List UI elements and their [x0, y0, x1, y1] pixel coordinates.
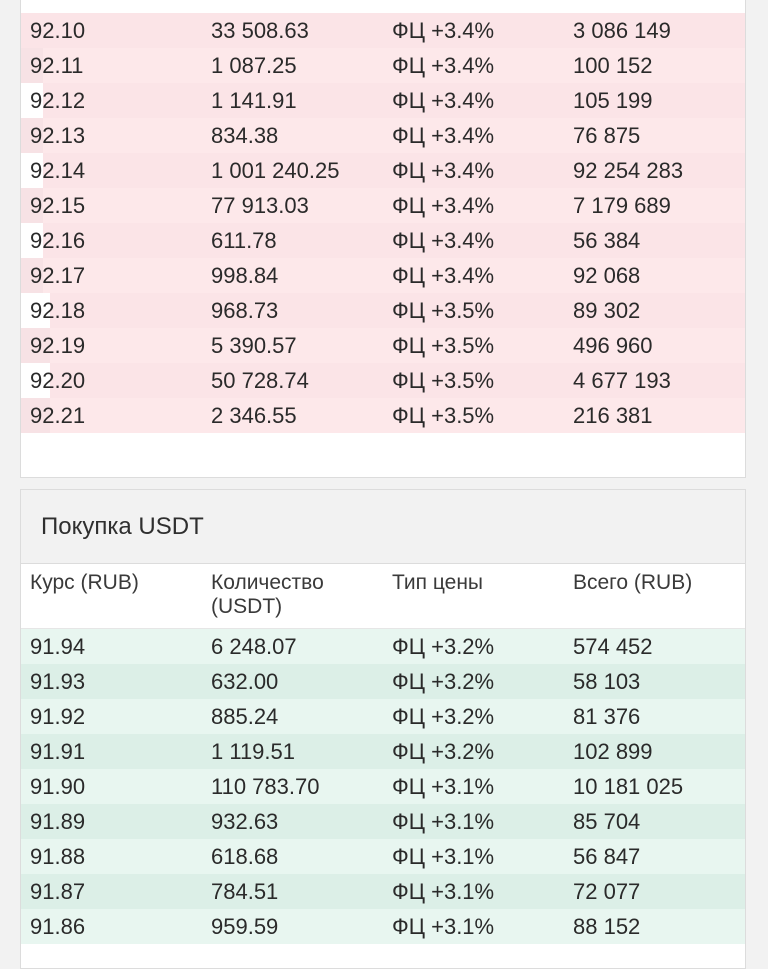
- order-price: 91.90: [30, 774, 86, 799]
- order-price-type: ФЦ +3.5%: [392, 368, 495, 393]
- order-amount: 618.68: [211, 844, 279, 869]
- order-row[interactable]: [21, 909, 745, 944]
- order-total: 102 899: [573, 739, 653, 764]
- order-price-type: ФЦ +3.4%: [392, 228, 495, 253]
- order-row[interactable]: [21, 734, 745, 769]
- order-total: 496 960: [573, 333, 653, 358]
- buy-orders-header: [21, 564, 745, 629]
- order-price-type: ФЦ +3.2%: [392, 634, 495, 659]
- order-price: 91.87: [30, 879, 86, 904]
- order-price-type: ФЦ +3.1%: [392, 774, 495, 799]
- order-row[interactable]: [21, 118, 745, 153]
- order-row[interactable]: [21, 874, 745, 909]
- order-price: 91.92: [30, 704, 86, 729]
- buy-orders-card: [20, 489, 746, 969]
- order-amount: 50 728.74: [211, 368, 309, 393]
- order-amount: 611.78: [211, 228, 277, 253]
- order-price-type: ФЦ +3.1%: [392, 809, 495, 834]
- order-total: 89 302: [573, 298, 641, 323]
- order-total: 92 068: [573, 263, 641, 288]
- order-price: 91.88: [30, 844, 86, 869]
- order-amount: 5 390.57: [211, 333, 297, 358]
- order-price-type: ФЦ +3.4%: [392, 158, 495, 183]
- order-price: 92.17: [30, 263, 86, 288]
- order-amount: 1 001 240.25: [211, 158, 340, 183]
- order-price: 92.13: [30, 123, 86, 148]
- order-amount: 1 087.25: [211, 53, 297, 78]
- order-row[interactable]: [21, 258, 745, 293]
- order-amount: 998.84: [211, 263, 279, 288]
- order-price-type: ФЦ +3.4%: [392, 53, 495, 78]
- order-row[interactable]: [21, 328, 745, 363]
- order-price-type: ФЦ +3.1%: [392, 879, 495, 904]
- order-total: 88 152: [573, 914, 641, 939]
- order-total: 100 152: [573, 53, 653, 78]
- header-total: Всего (RUB): [573, 571, 693, 594]
- order-price-type: ФЦ +3.2%: [392, 669, 495, 694]
- order-amount: 885.24: [211, 704, 279, 729]
- order-price-type: ФЦ +3.5%: [392, 403, 495, 428]
- order-row[interactable]: [21, 13, 745, 48]
- order-row[interactable]: [21, 664, 745, 699]
- order-total: 574 452: [573, 634, 653, 659]
- buy-orders-list: [21, 629, 745, 944]
- sell-orders-list: [21, 13, 745, 433]
- header-price-type: Тип цены: [392, 571, 484, 594]
- order-total: 72 077: [573, 879, 641, 904]
- order-row[interactable]: [21, 223, 745, 258]
- order-amount: 1 141.91: [211, 88, 297, 113]
- order-total: 10 181 025: [573, 774, 684, 799]
- order-price: 91.93: [30, 669, 86, 694]
- header-amount-line2: (USDT): [211, 595, 283, 618]
- order-row[interactable]: [21, 153, 745, 188]
- order-row[interactable]: [21, 83, 745, 118]
- order-row[interactable]: [21, 769, 745, 804]
- header-price: Курс (RUB): [30, 571, 139, 594]
- order-price: 92.14: [30, 158, 86, 183]
- order-amount: 968.73: [211, 298, 279, 323]
- order-price-type: ФЦ +3.4%: [392, 123, 495, 148]
- order-price-type: ФЦ +3.2%: [392, 739, 495, 764]
- order-amount: 110 783.70: [211, 774, 320, 799]
- order-price: 92.21: [30, 403, 86, 428]
- buy-orders-title: Покупка USDT: [21, 490, 745, 564]
- order-amount: 932.63: [211, 809, 279, 834]
- order-row[interactable]: [21, 293, 745, 328]
- order-amount: 959.59: [211, 914, 279, 939]
- order-total: 3 086 149: [573, 18, 671, 43]
- order-row[interactable]: [21, 699, 745, 734]
- order-price-type: ФЦ +3.4%: [392, 193, 495, 218]
- order-price: 91.86: [30, 914, 86, 939]
- order-amount: 1 119.51: [211, 739, 296, 764]
- order-total: 58 103: [573, 669, 641, 694]
- order-total: 81 376: [573, 704, 641, 729]
- header-amount-line1: Количество: [211, 571, 324, 594]
- order-row[interactable]: [21, 804, 745, 839]
- order-row[interactable]: [21, 839, 745, 874]
- order-total: 7 179 689: [573, 193, 671, 218]
- order-total: 76 875: [573, 123, 641, 148]
- order-amount: 6 248.07: [211, 634, 297, 659]
- order-price: 92.19: [30, 333, 86, 358]
- order-total: 105 199: [573, 88, 653, 113]
- order-price-type: ФЦ +3.5%: [392, 298, 495, 323]
- order-price-type: ФЦ +3.1%: [392, 844, 495, 869]
- order-price: 92.20: [30, 368, 86, 393]
- order-price: 91.91: [30, 739, 86, 764]
- order-price-type: ФЦ +3.2%: [392, 704, 495, 729]
- order-price: 92.15: [30, 193, 86, 218]
- order-total: 92 254 283: [573, 158, 684, 183]
- order-total: 56 847: [573, 844, 641, 869]
- order-price-type: ФЦ +3.4%: [392, 88, 495, 113]
- order-price-type: ФЦ +3.4%: [392, 263, 495, 288]
- sell-orders-card: [20, 0, 746, 478]
- order-total: 56 384: [573, 228, 641, 253]
- order-amount: 784.51: [211, 879, 279, 904]
- order-amount: 834.38: [211, 123, 279, 148]
- order-row[interactable]: [21, 398, 745, 433]
- order-amount: 2 346.55: [211, 403, 297, 428]
- order-price-type: ФЦ +3.4%: [392, 18, 495, 43]
- order-row[interactable]: [21, 629, 745, 664]
- order-amount: 33 508.63: [211, 18, 309, 43]
- order-total: 85 704: [573, 809, 641, 834]
- order-price: 92.16: [30, 228, 86, 253]
- order-price: 92.18: [30, 298, 86, 323]
- order-price: 92.10: [30, 18, 86, 43]
- order-total: 216 381: [573, 403, 653, 428]
- order-amount: 632.00: [211, 669, 279, 694]
- order-price-type: ФЦ +3.5%: [392, 333, 495, 358]
- order-price: 92.11: [30, 53, 84, 78]
- order-price: 91.94: [30, 634, 86, 659]
- order-price-type: ФЦ +3.1%: [392, 914, 495, 939]
- header-amount: [211, 571, 324, 619]
- order-row[interactable]: [21, 48, 745, 83]
- order-total: 4 677 193: [573, 368, 671, 393]
- order-row[interactable]: [21, 363, 745, 398]
- order-price: 92.12: [30, 88, 86, 113]
- order-amount: 77 913.03: [211, 193, 309, 218]
- order-price: 91.89: [30, 809, 86, 834]
- order-row[interactable]: [21, 188, 745, 223]
